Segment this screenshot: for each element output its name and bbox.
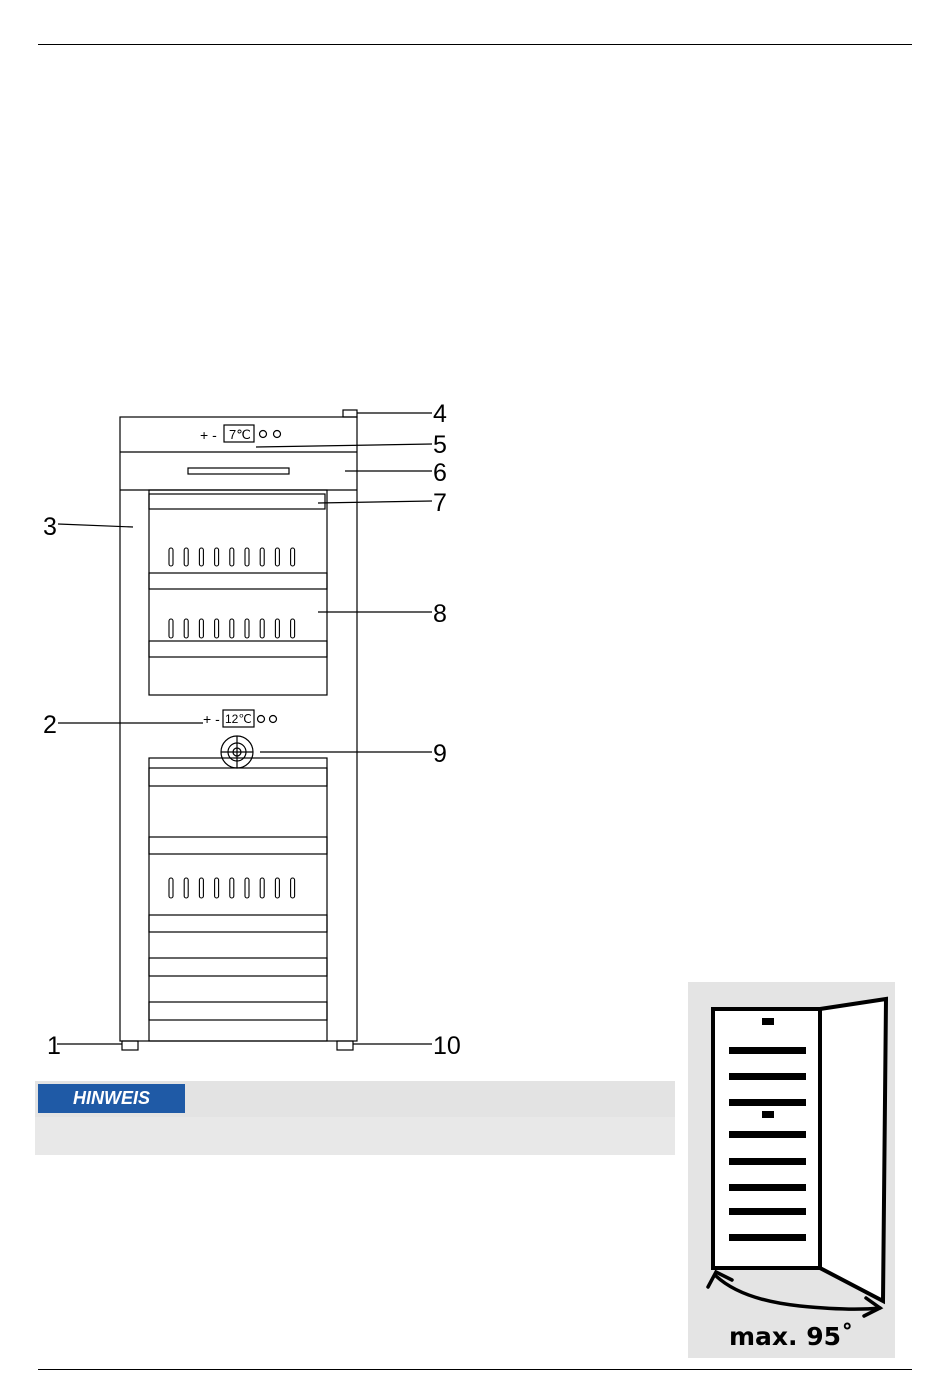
bottle-icon: [260, 619, 264, 638]
drawer-handle: [188, 468, 289, 474]
bottle-icon: [169, 619, 173, 638]
bottle-icon: [215, 619, 219, 638]
bottle-icon: [275, 619, 279, 638]
upper-panel-buttons: + -: [200, 427, 217, 443]
note-box: [35, 1081, 675, 1155]
bottle-icon: [275, 548, 279, 566]
bottle-icon: [230, 878, 234, 898]
lower-shelf-2: [149, 837, 327, 854]
bottle-icon: [199, 619, 203, 638]
handle-mid: [762, 1111, 774, 1118]
bottle-icon: [291, 878, 295, 898]
wine-cooler-diagram: [0, 390, 470, 1070]
door-angle-figure: [688, 982, 895, 1358]
bottle-icon: [291, 619, 295, 638]
leader-5: [256, 444, 432, 447]
bottle-icon: [245, 878, 249, 898]
callout-6: 6: [433, 459, 447, 487]
callout-5: 5: [433, 431, 447, 459]
callout-1: 1: [47, 1032, 61, 1060]
callout-2: 2: [43, 711, 57, 739]
top-hinge: [343, 410, 357, 417]
lower-shelf-4: [149, 958, 327, 976]
callout-7: 7: [433, 489, 447, 517]
bottle-icon: [230, 548, 234, 566]
bottle-icon: [245, 619, 249, 638]
lower-shelf-1: [149, 768, 327, 786]
bottle-icon: [230, 619, 234, 638]
lower-window: [149, 758, 327, 1041]
note-tag: HINWEIS: [38, 1084, 185, 1113]
bottle-icon: [245, 548, 249, 566]
upper-shelf-2: [149, 641, 327, 657]
bottle-icon: [184, 878, 188, 898]
cabinet-outline: [120, 417, 357, 1041]
bottle-icon: [260, 878, 264, 898]
lower-panel-display: 12℃: [225, 712, 252, 726]
header-rule: [38, 44, 912, 45]
bottle-icon: [215, 878, 219, 898]
open-door: [820, 999, 886, 1301]
bottle-icon: [199, 548, 203, 566]
note-header: [35, 1081, 675, 1117]
callout-9: 9: [433, 740, 447, 768]
bottle-icon: [260, 548, 264, 566]
footer-rule: [38, 1369, 912, 1370]
bottle-icon: [184, 548, 188, 566]
right-foot: [337, 1041, 353, 1050]
lower-shelf-3: [149, 915, 327, 932]
bottle-icon: [215, 548, 219, 566]
bottle-icon: [184, 619, 188, 638]
upper-window: [149, 490, 327, 695]
max-angle-caption: max. 95˚: [729, 1322, 854, 1351]
upper-shelf-top: [149, 494, 325, 509]
lower-panel-buttons: + -: [203, 711, 220, 727]
bottle-icon: [169, 878, 173, 898]
handle-top: [762, 1018, 774, 1025]
bottle-icon: [291, 548, 295, 566]
bottle-icon: [199, 878, 203, 898]
callout-8: 8: [433, 600, 447, 628]
bottle-icon: [169, 548, 173, 566]
bottle-icon: [275, 878, 279, 898]
leader-7: [318, 501, 432, 503]
callout-3: 3: [43, 513, 57, 541]
left-foot: [122, 1041, 138, 1050]
leader-3: [58, 524, 133, 527]
callout-10: 10: [433, 1032, 461, 1060]
upper-shelf-1: [149, 573, 327, 589]
upper-panel-display: 7℃: [229, 427, 251, 442]
callout-4: 4: [433, 400, 447, 428]
lower-shelf-5: [149, 1002, 327, 1020]
